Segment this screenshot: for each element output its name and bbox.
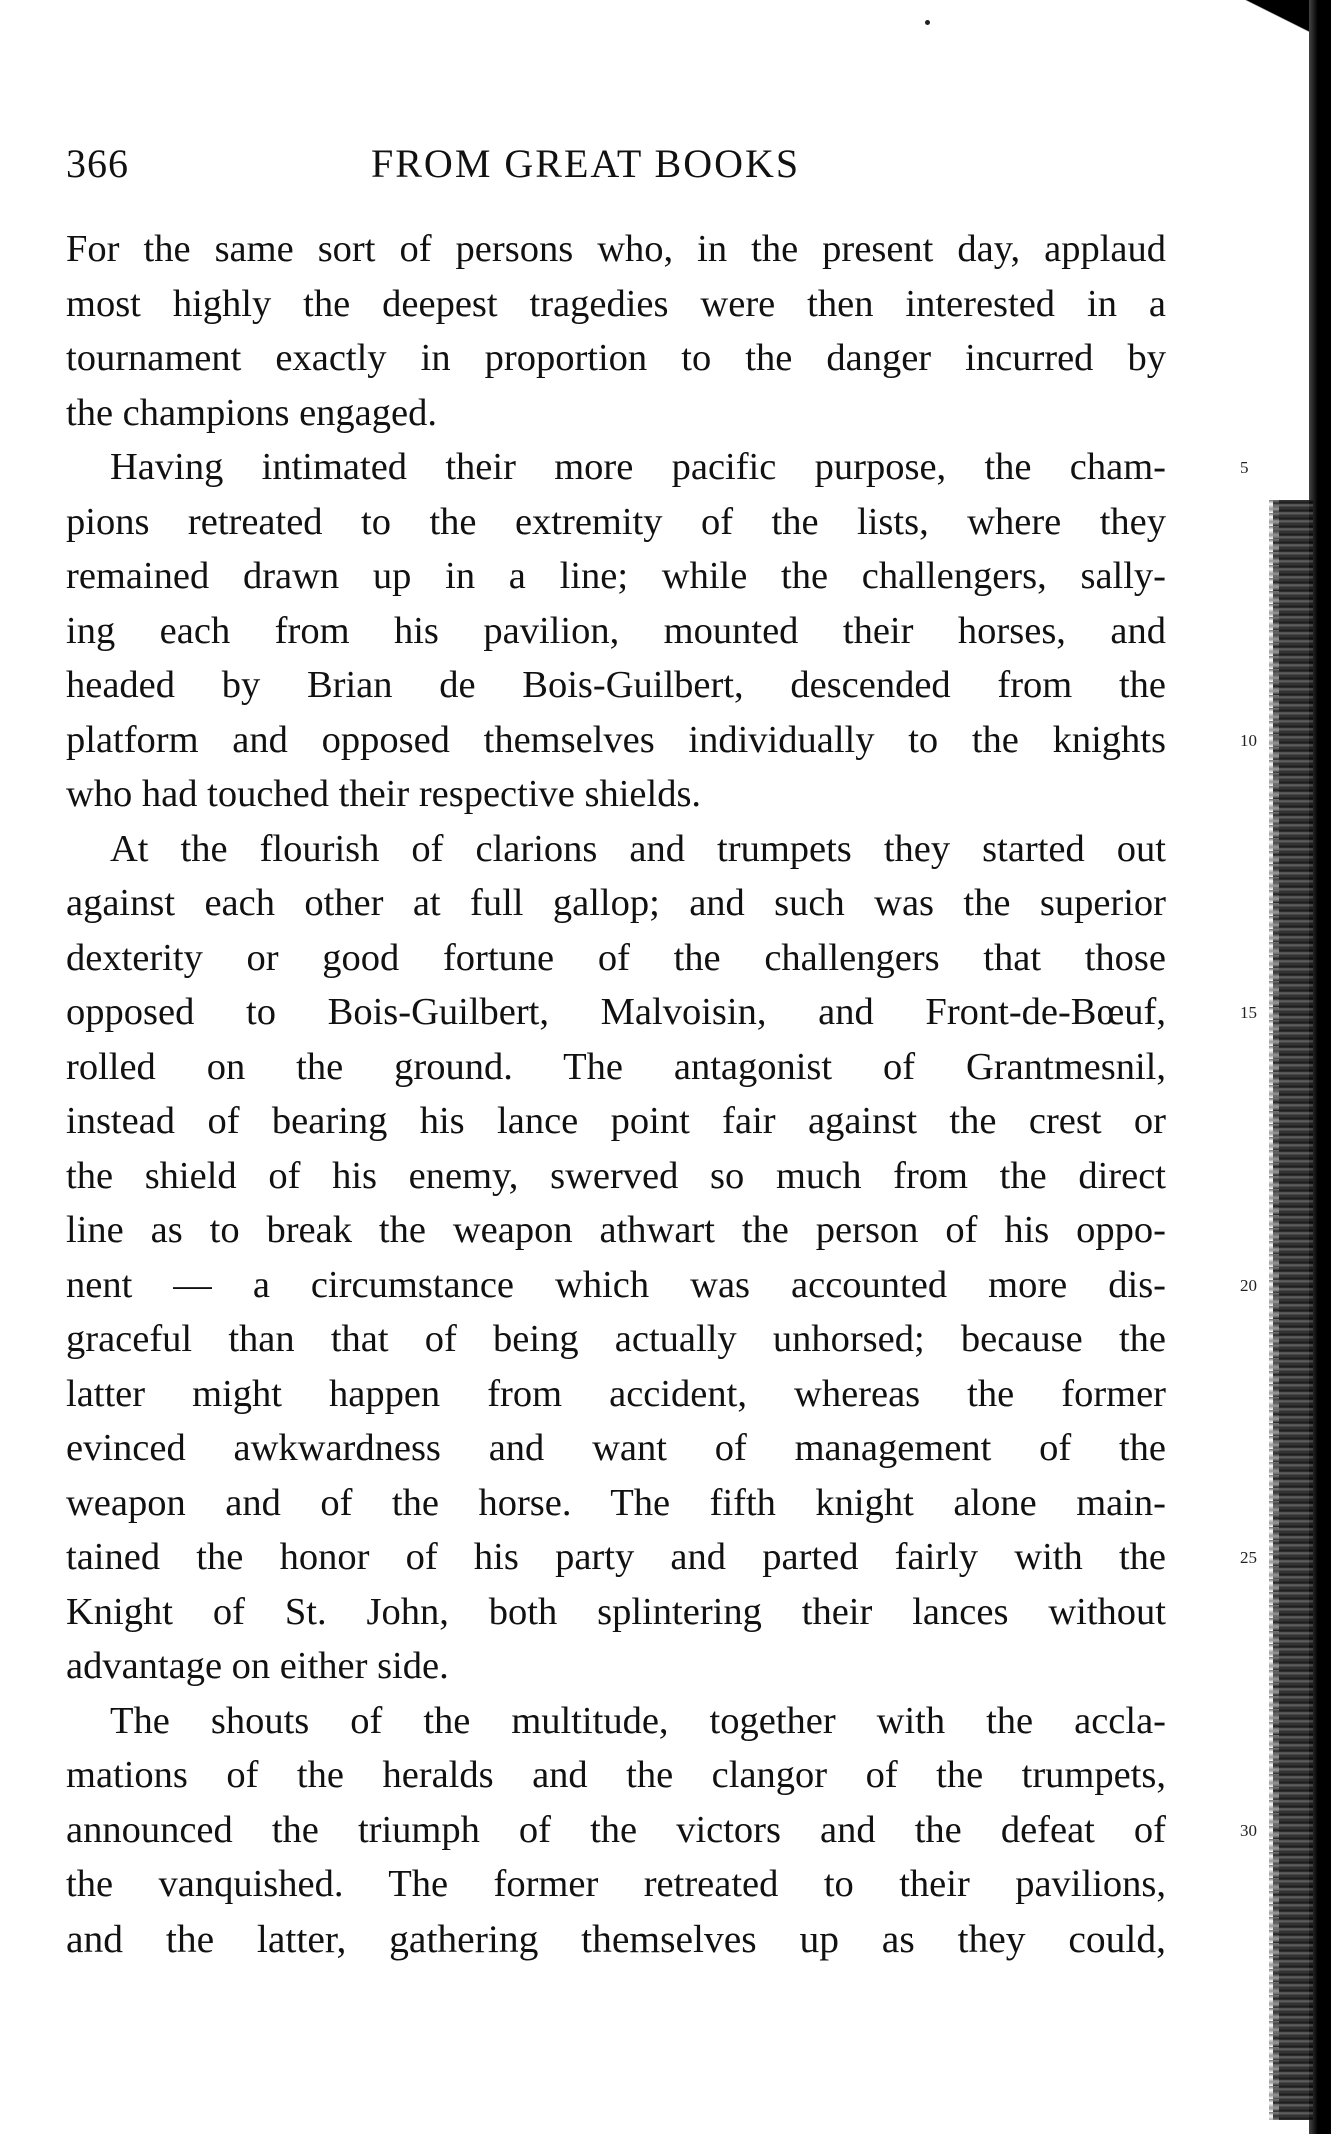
line-number-30: 30 [1240,1820,1257,1840]
text-line: platform and opposed themselves individually to the knights [66,718,1166,761]
text-line: The shouts of the multitude, together with the accla- [110,1699,1166,1742]
text-line: nent — a circumstance which was accounted more dis- [66,1263,1166,1306]
text-line: For the same sort of persons who, in the present day, applaud [66,228,1166,270]
line-number-10: 10 [1240,730,1257,750]
page-header [66,140,1166,196]
text-line: who had touched their respective shields. [66,773,702,815]
text-line: opposed to Bois-Guilbert, Malvoisin, and Front-de-Bœuf, [66,991,1166,1033]
line-number-25: 25 [1240,1548,1257,1567]
line-number-15: 15 [1240,1003,1257,1022]
text-line: tournament exactly in proportion to the danger incurred by [66,337,1166,379]
text-line: remained drawn up in a line; while the challengers, sally- [66,555,1166,597]
ink-speck [925,20,930,25]
text-line: the champions engaged. [66,391,437,434]
text-line: against each other at full gallop; and such was the superior [66,882,1166,924]
text-line: latter might happen from accident, whereas the former [66,1372,1166,1415]
page-number: 366 [66,141,129,186]
text-line: instead of bearing his lance point fair against the crest or [66,1100,1166,1142]
text-line: pions retreated to the extremity of the lists, where they [66,500,1166,543]
text-line: the vanquished. The former retreated to their pavilions, [66,1863,1166,1905]
text-line: ing each from his pavilion, mounted their horses, and [66,609,1166,652]
text-line: tained the honor of his party and parted fairly with the [66,1536,1166,1578]
text-line: Having intimated their more pacific purpose, the cham- [110,446,1166,488]
text-line: weapon and of the horse. The fifth knight alone main- [66,1481,1166,1524]
text-line: Knight of St. John, both splintering their lances without [66,1590,1166,1633]
text-line: headed by Brian de Bois-Guilbert, descended from the [66,664,1166,706]
spine-texture [1273,500,1313,2120]
text-line: At the flourish of clarions and trumpets they started out [110,827,1166,870]
text-line: and the latter, gathering themselves up as they could, [66,1916,1166,1961]
line-number-5: 5 [1240,458,1249,477]
text-line: dexterity or good fortune of the challengers that those [66,936,1166,979]
text-line: advantage on either side. [66,1645,449,1687]
text-line: line as to break the weapon athwart the person of his oppo- [66,1209,1166,1251]
text-line: mations of the heralds and the clangor of the trumpets, [66,1754,1166,1796]
text-line: most highly the deepest tragedies were then interested in a [66,282,1166,325]
text-line: rolled on the ground. The antagonist of Grantmesnil, [66,1045,1166,1088]
text-line: the shield of his enemy, swerved so much from the direct [66,1154,1166,1197]
text-line: graceful than that of being actually unhorsed; because the [66,1318,1166,1360]
text-line: evinced awkwardness and want of management of the [66,1427,1166,1469]
line-number-20: 20 [1240,1275,1257,1295]
text-line: announced the triumph of the victors and the defeat of [66,1808,1166,1851]
spine-edge-texture [1269,500,1279,2120]
running-head: FROM GREAT BOOKS [371,141,801,186]
